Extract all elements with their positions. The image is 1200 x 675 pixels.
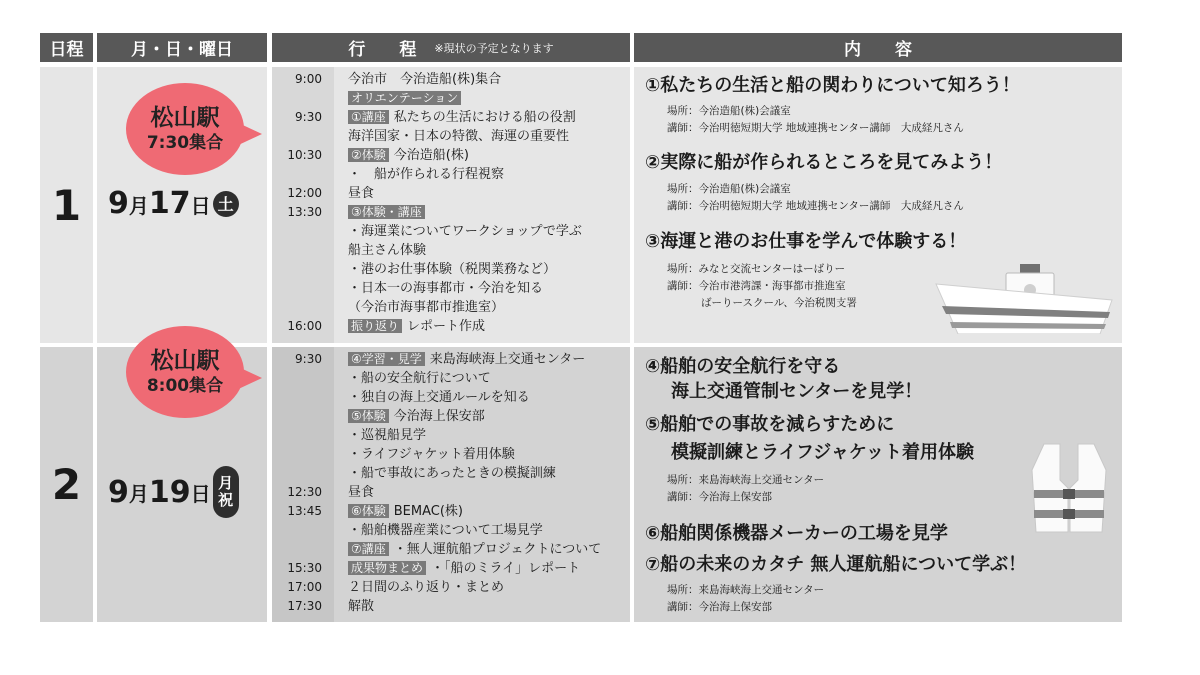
- header-content: [634, 33, 1122, 62]
- day2-time: 17:30: [287, 599, 322, 613]
- day1-schedule-text: 海洋国家・日本の特徴、海運の重要性: [348, 129, 570, 144]
- day1-topic-2-title: ②実際に船が作られるところを見てみよう！: [645, 152, 1003, 173]
- day2-activity-tag: ⑥体験: [348, 504, 389, 518]
- day2-schedule-item: [348, 369, 491, 388]
- day2-schedule-item: [348, 350, 585, 369]
- day1-schedule-item: [348, 279, 543, 298]
- day1-schedule-text: 今治造船(株): [393, 148, 469, 163]
- life-jacket-buckle-1: [1063, 489, 1075, 499]
- day1-topic-2-lecturer: 講師：今治明徳短期大学 地域連携センター講師 大成経凡さん: [667, 200, 964, 212]
- day2-topic-6-title: ⑥船舶関係機器メーカーの工場を見学: [645, 523, 948, 544]
- day2-schedule-item: [348, 426, 426, 445]
- day1-schedule-item: [348, 184, 374, 203]
- day1-topic-1-place: 場所：今治造船(株)会議室: [667, 105, 791, 117]
- day1-topic-3-title: ③海運と港のお仕事を学んで体験する！: [645, 231, 967, 252]
- day2-schedule-text: 昼食: [348, 485, 375, 500]
- day1-number: 1: [51, 180, 82, 230]
- day1-day-unit: 日: [190, 194, 211, 218]
- day1-schedule-item: [348, 298, 504, 317]
- day1-topic-3-lecturer-2: ばーりースクール、今治税関支署: [701, 297, 857, 309]
- day2-number-cell: [40, 347, 93, 622]
- day1-topic-3-lecturer: 講師：今治市港湾課・海事都市推進室: [667, 280, 846, 292]
- day1-meeting-station: 松山駅: [150, 105, 220, 131]
- day2-schedule-item: [348, 540, 601, 559]
- day2-day-unit: 日: [190, 481, 211, 506]
- day2-weekday-a: 月: [218, 474, 234, 492]
- day2-schedule-text: BEMAC(株): [393, 504, 463, 519]
- day2-weekday-badge: [213, 466, 239, 518]
- day1-schedule-text: （今治市海事都市推進室）: [348, 300, 505, 315]
- day2-month: 9: [108, 474, 129, 510]
- day2-topic-7-place: 場所：来島海峡海上交通センター: [667, 584, 825, 596]
- header-itinerary-label: 行 程: [348, 40, 417, 60]
- day2-schedule-text: ・船で事故にあったときの模擬訓練: [348, 466, 556, 481]
- day2-schedule-text: ・無人運航船プロジェクトについて: [393, 542, 602, 557]
- header-itinerary-note: ※現状の予定となります: [434, 41, 554, 55]
- day2-day: 19: [148, 474, 191, 510]
- day2-schedule-item: [348, 578, 504, 597]
- day1-schedule-text: 昼食: [348, 186, 375, 201]
- day2-meeting-bubble: [126, 326, 244, 418]
- header-date-label: 月・日・曜日: [131, 40, 233, 60]
- day2-schedule-text: ・船の安全航行について: [348, 371, 491, 386]
- day2-schedule-item: [348, 407, 485, 426]
- life-jacket-buckle-2: [1063, 509, 1075, 519]
- ship-funnel: [1020, 264, 1040, 273]
- day1-date: [108, 186, 239, 221]
- header-itinerary: [272, 33, 630, 62]
- day1-topic-1-title: ①私たちの生活と船の関わりについて知ろう！: [645, 75, 1020, 96]
- day2-number: 2: [51, 460, 82, 509]
- day1-schedule-item: [348, 108, 576, 127]
- day1-schedule-item: [348, 146, 469, 165]
- life-jacket-right: [1070, 444, 1106, 532]
- day2-topic-5-place: 場所：来島海峡海上交通センター: [667, 474, 825, 486]
- day1-schedule-item: [348, 317, 485, 336]
- day1-schedule-text: 船主さん体験: [348, 243, 427, 258]
- day1-time: 9:30: [295, 110, 322, 124]
- day2-schedule-text: ・「船のミライ」レポート: [431, 561, 581, 576]
- day2-schedule-text: 解散: [348, 599, 375, 614]
- day2-activity-tag: ④学習・見学: [348, 352, 425, 366]
- day2-topic-4-title-b: 海上交通管制センターを見学！: [671, 381, 923, 402]
- day2-schedule-item: [348, 464, 556, 483]
- day1-activity-tag: ②体験: [348, 148, 389, 162]
- day1-schedule-item: [348, 127, 569, 146]
- day2-schedule-item: [348, 559, 580, 578]
- day2-topic-4-title-a: ④船舶の安全航行を守る: [645, 356, 841, 377]
- day1-schedule-text: ・ 船が作られる行程視察: [348, 167, 505, 182]
- day2-activity-tag: 成果物まとめ: [348, 561, 426, 575]
- day2-activity-tag: ⑦講座: [348, 542, 389, 556]
- day1-schedule-text: レポート作成: [407, 319, 486, 334]
- day1-time: 16:00: [287, 319, 322, 333]
- day1-time: 12:00: [287, 186, 322, 200]
- day2-schedule-item: [348, 445, 515, 464]
- day1-weekday-badge: 土: [213, 191, 239, 217]
- day2-schedule-text: ・船舶機器産業について工場見学: [348, 523, 543, 538]
- day2-time: 9:30: [295, 352, 322, 366]
- day2-schedule-text: ・独自の海上交通ルールを知る: [348, 390, 530, 405]
- day2-schedule-text: 今治海上保安部: [393, 409, 485, 424]
- day1-time: 13:30: [287, 205, 322, 219]
- day1-activity-tag: ③体験・講座: [348, 205, 425, 219]
- header-content-label: 内 容: [844, 40, 912, 60]
- day2-time: 17:00: [287, 580, 322, 594]
- header-day-label: 日程: [49, 40, 84, 60]
- day2-schedule-item: [348, 521, 543, 540]
- day2-schedule-item: [348, 502, 463, 521]
- day2-schedule-text: ２日間のふり返り・まとめ: [348, 580, 505, 595]
- life-jacket-illustration: [1030, 440, 1108, 536]
- day2-date: [108, 466, 239, 518]
- day2-topic-5-title-a: ⑤船舶での事故を減らすために: [645, 414, 895, 435]
- day2-topic-7-lecturer: 講師：今治海上保安部: [667, 601, 772, 613]
- day2-schedule-item: [348, 597, 374, 616]
- day1-schedule-item: [348, 241, 426, 260]
- day2-schedule-item: [348, 388, 530, 407]
- day1-schedule-text: ・日本一の海事都市・今治を知る: [348, 281, 544, 296]
- day1-day: 17: [148, 186, 191, 221]
- day1-topic-3-place: 場所：みなと交流センターはーばりー: [667, 263, 846, 275]
- day2-schedule-text: 来島海峡海上交通センター: [429, 352, 586, 367]
- day2-activity-tag: ⑤体験: [348, 409, 389, 423]
- day1-schedule-item: [348, 70, 501, 89]
- day1-time: 10:30: [287, 148, 322, 162]
- day1-schedule-text: ・港のお仕事体験（税関業務など）: [348, 262, 557, 277]
- day1-time: 9:00: [295, 72, 322, 86]
- day1-activity-tag: ①講座: [348, 110, 389, 124]
- day2-time: 15:30: [287, 561, 322, 575]
- day1-topic-1-lecturer: 講師：今治明徳短期大学 地域連携センター講師 大成経凡さん: [667, 122, 964, 134]
- day2-time: 12:30: [287, 485, 322, 499]
- day1-schedule-item: [348, 165, 504, 184]
- day2-topic-5-title-b: 模擬訓練とライフジャケット着用体験: [671, 442, 974, 463]
- day2-month-unit: 月: [128, 481, 149, 506]
- day2-meeting-time: 8:00集合: [146, 376, 224, 396]
- day1-activity-tag: オリエンテーション: [348, 91, 461, 105]
- day2-topic-7-title: ⑦船の未来のカタチ 無人運航船について学ぶ！: [645, 554, 1027, 575]
- ship-illustration: [934, 262, 1114, 334]
- day2-schedule-item: [348, 483, 374, 502]
- day2-meeting-station: 松山駅: [150, 348, 220, 374]
- day1-topic-2-place: 場所：今治造船(株)会議室: [667, 183, 791, 195]
- day1-schedule-item: [348, 222, 582, 241]
- day1-schedule-text: 私たちの生活における船の役割: [393, 110, 576, 125]
- day1-activity-tag: 振り返り: [348, 319, 402, 333]
- day1-meeting-bubble: [126, 83, 244, 175]
- day2-schedule-text: ・ライフジャケット着用体験: [348, 447, 515, 462]
- life-jacket-left: [1032, 444, 1068, 532]
- day1-schedule-item: [348, 260, 556, 279]
- day2-topic-5-lecturer: 講師：今治海上保安部: [667, 491, 772, 503]
- day1-schedule-text: ・海運業についてワークショップで学ぶ: [348, 224, 582, 239]
- header-day: [40, 33, 93, 62]
- day1-month-unit: 月: [128, 194, 149, 218]
- day1-meeting-time: 7:30集合: [146, 133, 224, 153]
- day2-schedule-text: ・巡視船見学: [348, 428, 427, 443]
- day1-schedule-item: [348, 203, 430, 222]
- day1-schedule-item: [348, 89, 466, 108]
- day1-month: 9: [108, 186, 129, 221]
- header-date: [97, 33, 267, 62]
- day1-schedule-text: 今治市 今治造船(株)集合: [348, 72, 502, 87]
- day2-time: 13:45: [287, 504, 322, 518]
- day2-weekday-b: 祝: [218, 491, 234, 509]
- day1-number-cell: [40, 67, 93, 343]
